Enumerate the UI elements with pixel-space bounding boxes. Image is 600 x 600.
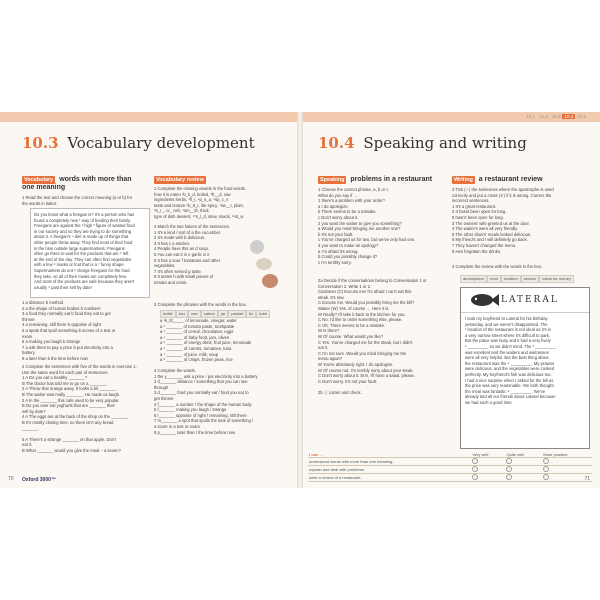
text-line: incorrect sentences.: [452, 198, 490, 204]
text-line: b There seems to be a mistake.: [318, 209, 377, 215]
text-line: the restaurant was the ⁴ _________. My prawns: [465, 360, 555, 366]
text-line: C Don't worry. It's not your fault.: [318, 378, 378, 384]
text-line: they take, so all of their meals are completely free.: [34, 273, 128, 279]
text-line: a I'm afraid it's wrong.: [318, 248, 359, 254]
text-line: And most of the products are safe because they aren't: [34, 279, 135, 285]
text-line: 2 It's made with b delicious.: [154, 235, 206, 241]
text-line: 3 d_______ food you normally eat / food you eat to: [154, 390, 249, 396]
text-line: battery: [22, 350, 35, 356]
text-line: 4 A The eggs are at the back of the shop on the _______.: [22, 414, 129, 420]
text-line: Do you know what a freegan is? It's a person who has: [34, 212, 135, 217]
top-band: [0, 112, 300, 122]
section-tab[interactable]: 10.5: [577, 114, 586, 119]
text-line: C Don't worry about it. Erm, I'll have a salad, please.: [318, 373, 416, 379]
text-line: in the bins outside large supermarkets. Freegans: [34, 245, 125, 251]
text-line: were all very helpful. But the best thing about: [465, 355, 549, 361]
text-line: 3 a food they normally eat b food they eat to get: [22, 311, 111, 317]
writing-word-box: [460, 275, 574, 283]
text-line: 2b ⓘ Listen and check.: [318, 389, 362, 395]
text-line: already told all our friends about Lateral because: [465, 394, 556, 400]
word-box-item: food: [487, 275, 501, 283]
vocab-heading-line2: one meaning: [22, 184, 66, 191]
can-do-column-header: Quite well: [505, 452, 542, 458]
text-line: I took my boyfriend to Lateral for his birthday: [465, 316, 548, 321]
text-line: 6 It has a sour f tomatoes and other: [154, 257, 221, 263]
word-box-item: tube: [256, 310, 270, 318]
text-line: b It's not your fault.: [318, 231, 354, 237]
review-exercise-4: [154, 368, 258, 435]
exercise-2: [22, 364, 137, 454]
text-line: usually ⁹ past their sell by date!: [34, 284, 92, 290]
text-line: found a completely new ¹ way of feeding their family.: [34, 217, 131, 223]
text-line: a ¹k_ttl_____ of lemonade, vinegar, water: [160, 318, 237, 323]
book-gutter: [297, 112, 303, 488]
text-line: 4 Complete the review with the words in the box.: [452, 264, 543, 269]
review-exercise-3-intro: 3 Complete the phrases with the words in the box.: [154, 302, 247, 307]
can-do-column-header: More practice: [542, 452, 592, 458]
food-image-3: [262, 274, 278, 288]
left-page: [0, 112, 300, 488]
speaking-pill: Speaking: [320, 177, 345, 183]
section-tab[interactable]: 10.1: [526, 114, 535, 119]
text-line: W Really? I'll take it back to the kitchen for you.: [318, 311, 406, 317]
book-spread: [0, 112, 600, 488]
text-line: sell by date?: [22, 408, 46, 414]
text-line: W Of course not. I'm terribly sorry about your steak.: [318, 367, 414, 373]
text-line: B Do you ever eat yoghurts that are _______ their: [22, 403, 115, 409]
text-line: the price was very reasonable. We both thought: [465, 383, 554, 389]
page-title: [22, 134, 255, 152]
text-line: a ³ _______ of cereal, chocolates, eggs: [160, 329, 234, 335]
text-line: W Is there?: [318, 328, 340, 334]
text-line: 2 It hasnt been open for long.: [452, 209, 507, 215]
text-line: 8 a later than b the time before now: [22, 355, 88, 361]
text-line: C Yes. You've charged me for the steak, but I didn't: [318, 339, 413, 345]
text-line: C Excuse me. Would you possibly bring me the bill?: [318, 300, 415, 306]
text-line: perfectly. My boyfriend's fish was delicious too.: [465, 371, 552, 377]
text-line: 3 A In the _______ this cafe used to be very popular.: [22, 397, 120, 403]
text-line: get thinner: [154, 395, 174, 401]
speaking-exercise-1: [318, 187, 415, 265]
can-do-statement: write a review of a restaurant.: [308, 474, 471, 482]
fish-logo-icon: [469, 291, 499, 309]
text-line: the words in italics.: [22, 200, 58, 206]
word-box-item: box: [176, 310, 188, 318]
rating-checkbox[interactable]: [471, 474, 505, 482]
text-line: 7 a ask them to pay a price b put electricity into a: [22, 344, 113, 350]
rating-checkbox[interactable]: [505, 466, 542, 474]
section-number: 10.4: [318, 134, 355, 152]
text-line: 2 you want the waiter to give you something?: [318, 220, 402, 226]
reading-text: [34, 212, 135, 290]
review-exercise-2: [154, 224, 230, 286]
rating-checkbox[interactable]: [542, 458, 592, 466]
text-line: steak. It's raw.: [318, 294, 345, 300]
review-exercise-1: [154, 186, 246, 220]
word-box-item: bottle: [160, 310, 176, 318]
text-line: B What _______ would you give the meal – a seven?: [22, 447, 121, 453]
text-line: 6 My friend's and I will definitely go back.: [452, 237, 528, 243]
text-line: 2 A Throw that orange away. It looks a bit _______.: [22, 386, 117, 392]
can-do-statement: explain and deal with problems.: [308, 466, 471, 474]
rating-checkbox[interactable]: [505, 458, 542, 466]
text-line: B The waiter was really _______. He made us laugh.: [22, 391, 121, 397]
text-line: in our society and so they are trying to do something: [34, 228, 132, 234]
text-line: were delicious, and the vegetables were cooked: [465, 366, 555, 372]
text-line: a ⁸ _______ of crisps, frozen peas, rice: [160, 357, 233, 363]
table-row: [308, 466, 592, 474]
word-box-item: location: [501, 275, 521, 283]
section-title: Vocabulary development: [67, 134, 255, 152]
text-line: we had such a good time.: [465, 399, 513, 405]
text-line: 2 Match the two halves of the sentences.: [154, 224, 230, 229]
can-do-statement: understand words with more than one meaning.: [308, 458, 471, 466]
text-line: 1 A Do you eat a healthy _______?: [22, 375, 88, 381]
writing-pill: Writing: [454, 177, 473, 183]
text-line: 1 Choose the correct phrase, a, b or c.: [318, 187, 390, 192]
section-tab[interactable]: 10.4: [564, 114, 574, 119]
text-line: 7 It's often served g taste.: [154, 268, 202, 274]
word-box-item: atmosphere: [460, 275, 487, 283]
text-line: Customer (C) Excuse me! I'm afraid I can't eat this: [318, 289, 412, 295]
text-line: 4 a remaining, still there b opposite of right: [22, 322, 101, 328]
text-line: a ⁶ _______ of carrots, tomatoes, tuna: [160, 345, 232, 351]
text-line: menu again?: [318, 356, 343, 362]
page-number: 70: [8, 476, 14, 482]
text-line: at the end of the day. They can often find vegetables: [34, 256, 132, 262]
text-line: eat it.: [22, 442, 33, 448]
text-line: a I do apologize.: [318, 203, 349, 209]
speaking-exercise-2: [318, 278, 427, 395]
text-line: I had a nice surprise when I asked for the bill as: [465, 377, 554, 383]
section-title: Speaking and writing: [363, 134, 527, 152]
text-line: often go there to wait for the products that are ⁵ left: [34, 251, 129, 257]
text-line: 8 p_______ later than / the time before now: [154, 429, 236, 435]
text-line: 2 d_______ distance / something that you can see: [154, 379, 248, 385]
text-line: B It's mostly closing time, so there isn't any bread: [22, 419, 114, 425]
text-line: how it is eaten ¹b_k_d, boiled, ²fr__d, raw: [154, 191, 231, 197]
text-line: correctly and put a cross (✗) if it is wrong. Correct the: [452, 192, 552, 198]
text-line: Freegans are against the ² high ³ figure of wasted food: [34, 223, 135, 229]
text-line: 8 Hes forgotten the drinks.: [452, 248, 502, 254]
text-line: a ⁴ _______ of baby food, jam, olives: [160, 334, 230, 340]
page-title: [318, 134, 527, 152]
text-line: 4 Complete the words.: [154, 368, 196, 373]
text-line: vegetables.: [154, 263, 176, 269]
text-line: type of dish dessert, ¹⁰s_l_d, stew, snack, ¹¹st_w: [154, 213, 244, 219]
text-line: c Don't worry about it.: [318, 214, 359, 220]
page-number: 71: [584, 476, 590, 482]
text-line: the meal was fantastic ⁵ _________. We've: [465, 388, 546, 394]
reading-box: [30, 208, 150, 298]
text-line: 1 there's a problem with your order?: [318, 198, 385, 204]
text-line: _______.: [22, 425, 40, 431]
rating-checkbox[interactable]: [542, 466, 592, 474]
table-row: [308, 474, 592, 482]
text-line: c You've charged us for two, but we've only had one.: [318, 237, 416, 243]
text-line: through: [154, 384, 169, 390]
section-number: 10.3: [22, 134, 59, 152]
text-line: 5 The other diners' meals looked delicious.: [452, 231, 532, 237]
table-row: [308, 458, 592, 466]
review-pill: Vocabulary review: [156, 177, 204, 183]
section-tabs: [524, 114, 588, 119]
review-exercise-3: [160, 318, 251, 363]
text-line: 6 l_______ opposite of right / remaining, still there: [154, 412, 247, 418]
word-box-item: carton: [201, 310, 218, 318]
rating-checkbox[interactable]: [471, 466, 505, 474]
text-line: a score in a test or exam: [154, 423, 200, 429]
text-line: Supermarkets do not ⁸ charge freegans for the food: [34, 267, 130, 273]
text-line: 3 Tick (✓) the sentences where the apostrophe is used: [452, 187, 554, 192]
text-line: about it. A freegan's ⁴ diet is made up of things that: [34, 234, 129, 240]
text-line: What do you say if …: [318, 192, 358, 198]
writing-heading: Writing a restaurant review: [454, 176, 543, 183]
text-line: ¹ location of the restaurant is not ideal as it's in: [465, 327, 551, 333]
text-line: C No, I'd like to order something else, please.: [318, 317, 403, 323]
text-line: 3 you want to make an apology?: [318, 242, 379, 248]
text-line: a ² _______ of tomato paste, toothpaste: [160, 323, 235, 329]
text-line: 2a Decide if the conversations belong to Conversation 1 or: [318, 278, 427, 283]
text-line: 7 m_______ a spot that spoils the look of something /: [154, 418, 254, 424]
word-box-item: can: [188, 310, 200, 318]
text-line: yesterday, and we weren't disappointed. The: [465, 321, 548, 327]
review-card-title: LATERAL: [501, 295, 559, 305]
text-line: ⁸s_r_, cr_ nsh, ⁹sm__th, thick: [154, 208, 209, 214]
text-line: Conversation 2. Write 1 or 2.: [318, 283, 372, 289]
writing-exercise-3: [452, 187, 554, 254]
text-line: ingredients herbs, ³fl_r, ⁴p_s_a, ⁵sp_c_s: [154, 197, 229, 203]
exercise-1-options: [22, 300, 115, 362]
text-line: C Oh. There seems to be a mistake.: [318, 322, 386, 328]
food-image-2: [256, 258, 272, 270]
review-card-text: [465, 316, 556, 406]
publisher-logo: Oxford 3000™: [22, 477, 56, 483]
text-line: a ⁵ _______ of energy drink, fruit juice, lemonade: [160, 340, 252, 346]
text-line: W You're absolutely right. I do apologize.: [318, 361, 394, 367]
text-line: C I'm not sure. Would you mind bringing me the: [318, 350, 407, 356]
text-line: 4 f_______ a number / the shape of the human body: [154, 401, 252, 407]
text-line: 1 Complete the missing vowels in the food words.: [154, 186, 246, 191]
text-line: a ⁷ _______ of juice, milk, soup: [160, 351, 219, 357]
text-line: 4 People have this as d soup.: [154, 246, 209, 252]
text-line: 1 a distance b method: [22, 300, 64, 305]
text-line: 3 The owners' wife greeted us at the door.: [452, 220, 530, 226]
text-line: ² _________ so we didn't mind. The ³ _________: [465, 343, 557, 349]
writing-exercise-4: [452, 264, 542, 270]
text-line: 5 You can eat it in e garlic in it: [154, 251, 210, 257]
text-line: b Could you possibly change it?: [318, 254, 378, 260]
review-card-header: [461, 288, 589, 313]
review-heading: [154, 176, 208, 184]
vocab-pill: Vocabulary: [24, 177, 54, 183]
can-do-column-header: Very well: [471, 452, 505, 458]
text-line: 6 a making you laugh b strange: [22, 339, 81, 345]
text-line: W Of course. What would you like?: [318, 333, 384, 339]
text-line: It hasn't been open for long.: [452, 214, 504, 220]
section-tab[interactable]: 10.3: [551, 114, 561, 119]
speaking-heading: Speaking problems in a restaurant: [320, 176, 433, 183]
text-line: 2 Complete the sentences with five of the words in exercise 1.: [22, 364, 137, 369]
review-word-box: [160, 310, 270, 318]
text-line: c I'm terribly sorry.: [318, 259, 352, 265]
text-line: 8 It tastes h with small pieces of: [154, 274, 214, 280]
text-line: taste and texture ⁶b_tt_r, lite·spicy, ⁷sw__t, plain,: [154, 202, 244, 208]
word-box-item: packet: [228, 310, 246, 318]
word-box-item: service: [521, 275, 540, 283]
text-line: 5 A There's a strange _______ on that apple. Don't: [22, 436, 117, 442]
text-line: tomato and onion.: [154, 279, 188, 285]
text-line: eat it.: [318, 345, 329, 351]
review-card: [460, 287, 590, 449]
text-line: exam: [22, 333, 33, 339]
text-line: B The doctor has told me to go on a _______.: [22, 380, 108, 386]
word-box-item: value for money: [539, 275, 573, 283]
text-line: Waiter (W) Yes, of course … Here it is.: [318, 305, 390, 311]
text-line: 7 They haven't changed the menu.: [452, 242, 517, 248]
text-line: was excellent and the waiters and waitresses: [465, 349, 549, 355]
rating-checkbox[interactable]: [505, 474, 542, 482]
text-line: 1 Read the text and choose the correct meaning (a or b) for: [22, 195, 133, 200]
exercise-1-intro: [22, 195, 132, 206]
text-line: with a few ⁶ marks or fruit that is a ⁷ funny shape.: [34, 262, 125, 268]
text-line: 5 f_______ making you laugh / strange: [154, 407, 227, 413]
text-line: Use the same word for each pair of sentences.: [22, 369, 109, 375]
text-line: 1 It's a great restaurant.: [452, 203, 497, 209]
text-line: 1 the y_______ ask a price / put electricity into a battery: [154, 373, 258, 379]
word-box-item: jar: [218, 310, 228, 318]
can-do-table: [308, 452, 592, 482]
rating-checkbox[interactable]: [471, 458, 505, 466]
text-line: 4 The waiter's were all very friendly.: [452, 226, 519, 232]
section-tab[interactable]: 10.2: [538, 114, 548, 119]
word-box-item: tin: [246, 310, 256, 318]
text-line: a Would you mind bringing me another one?: [318, 226, 401, 232]
can-do-heading: I can …: [308, 452, 471, 458]
text-line: 2 a the shape of human bodies b numbers: [22, 305, 101, 311]
can-do-box: [308, 452, 592, 480]
text-line: 3 It has c a stocker.: [154, 240, 191, 246]
text-line: thinner: [22, 316, 35, 322]
text-line: other people throw away. They find most of their food: [34, 239, 133, 245]
text-line: 5 a spots that spoil something b scores of a test or: [22, 327, 116, 333]
text-line: a very narrow street where it's difficult to park.: [465, 332, 550, 338]
text-line: But the place was busy and it had a very lively: [465, 338, 551, 344]
vocab-heading: Vocabulary words with more than: [24, 176, 132, 183]
food-image-1: [250, 240, 264, 254]
text-line: 1 It's a kind / sort of a the cucumber.: [154, 229, 222, 235]
right-page: [300, 112, 600, 488]
